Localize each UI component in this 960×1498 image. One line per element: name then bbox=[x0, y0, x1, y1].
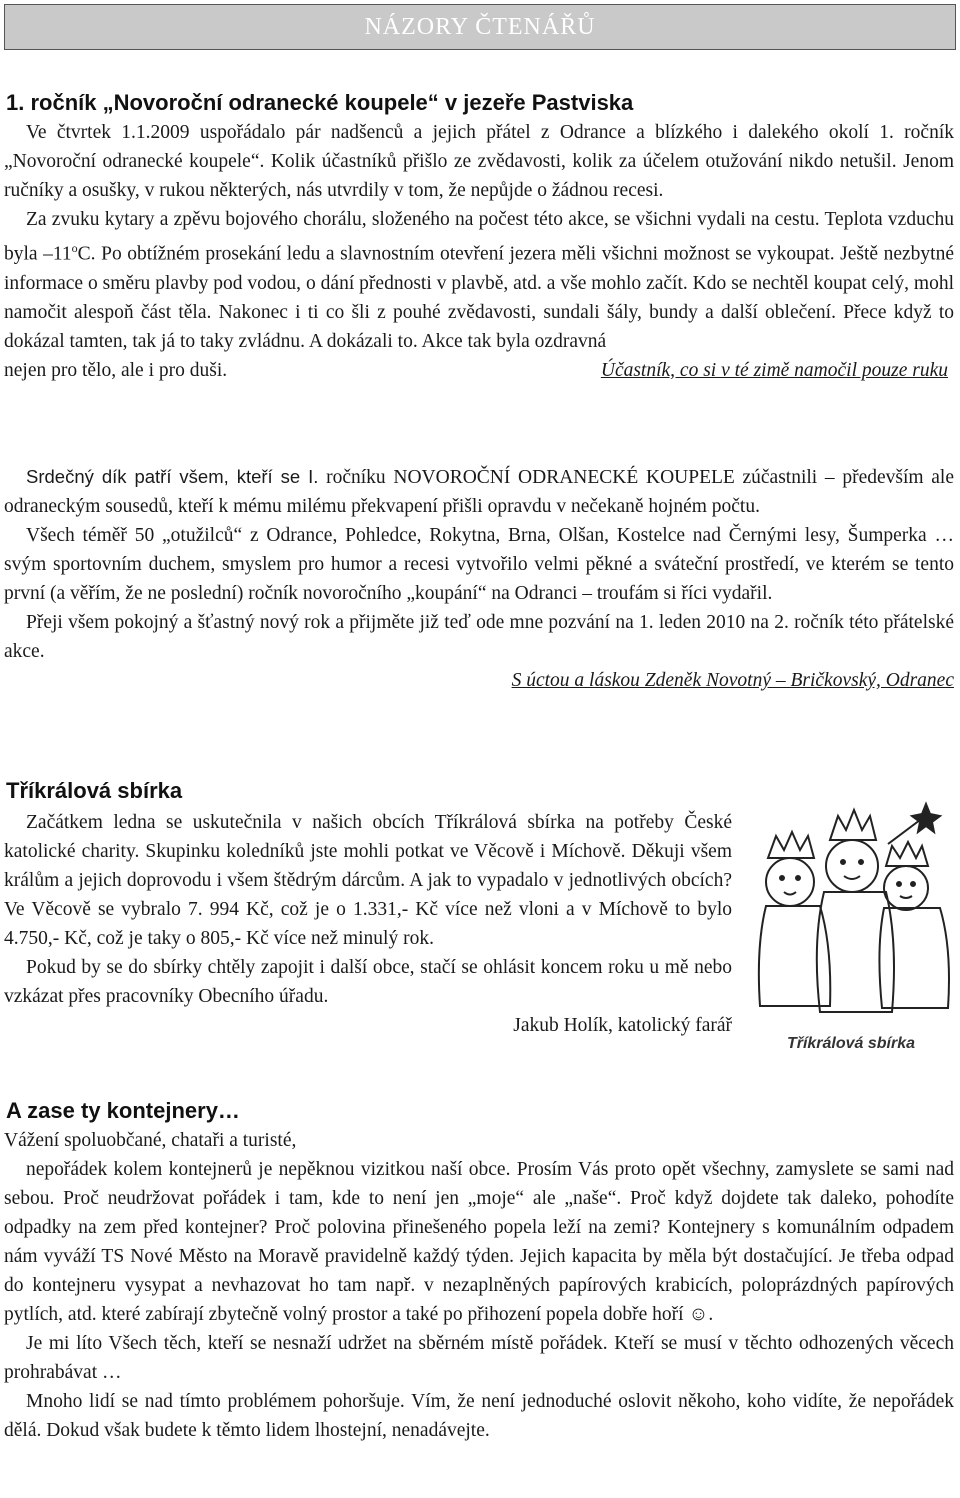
caption-line bbox=[4, 356, 954, 385]
paragraph: nepořádek kolem kontejnerů je nepěknou vizitkou naší obce. Prosím Vás proto opět všechny, zamyslete se sami nad sebou. Proč neudržovat pořádek i tam, kde to není jen „moje“ ale „naše“. Proč když dojdete tak daleko, pohodíte odpadky na zem před kontejner? Proč polovina přinešeného popela leží na zemi? Kontejnery s komunálním odpadem nám vyváží TS Nové Město na Moravě pravidelně každý týden. Jejich kapacita by měla být dostačující. Je třeba odpad do kontejneru vysypat a nevhazovat ho tam např. v nezaplněných papírových krabicích, poloprázdných papírových pytlích, atd. které zabírají zbytečně volný prostor a také po přihození popela dobře hoří ☺. bbox=[4, 1159, 954, 1325]
paragraph: Mnoho lidí se nad tímto problémem pohoršuje. Vím, že není jednoduché oslovit někoho, koho vidíte, že nepořádek dělá. Dokud však budete k těmto lidem lhostejní, nenadávejte. bbox=[4, 1391, 954, 1441]
greeting: Vážení spoluobčané, chataři a turisté, bbox=[4, 1130, 297, 1151]
article-body-kontejnery bbox=[4, 1126, 954, 1445]
paragraph: Všech téměř 50 „otužilců“ z Odrance, Pohledce, Rokytna, Brna, Olšan, Kostelce nad Černými lesy, Šumperka … svým sportovním duchem, smyslem pro humor a recesi vytvořilo velmi pěkné a sváteční prostředí, ve kterém se tento první (a věřím, že ne poslední) ročník novoročního „koupání“ na Odranci – troufám si říci vydařil. bbox=[4, 525, 954, 604]
degree-sign: o bbox=[71, 241, 78, 255]
paragraph: Začátkem ledna se uskutečnila v našich obcích Tříkrálová sbírka na potřeby České katolické charity. Skupinku koledníků jste mohli potkat ve Věcově i Míchově. Děkuji všem králům a jejich doprovodu i všem štědrým dárcům. A jak to vypadalo v jednotlivých obcích? Ve Věcově se vybralo 7. 994 Kč, což je o 1.331,- Kč více než vloni a v Míchově to bylo 4.750,- Kč, což je taky o 805,- Kč více než minulý rok. bbox=[4, 812, 732, 949]
illustration-caption: Tříkrálová sbírka bbox=[786, 1035, 916, 1052]
paragraph: Je mi líto Všech těch, kteří se nesnaží udržet na sběrném místě pořádek. Kteří se musí v těchto odhozených věcech prohrabávat … bbox=[4, 1333, 954, 1383]
paragraph: Za zvuku kytary a zpěvu bojového chorálu, složeného na počest této akce, se všichni vydali na cestu. Teplota vzduchu byla –11$^o$C. Po obtížném prosekání ledu a slavnostním otevření jezera měli všichni možnost se vykoupat. Ještě nezbytné informace o směru plavby pod vodou, o dání přednosti v plavbě, atd. a vše mohlo začít. Kdo se nechtěl koupat celý, mohl namočit alespoň část těla. Nakonec i ti co šli z pouhé zvědavosti, sundali šály, bundy a další oblečení. Přece když to dokázal tamten, tak já to taky zvládnu. A dokázali to. Akce tak byla ozdravná bbox=[4, 209, 954, 352]
banner-title: NÁZORY ČTENÁŘŮ bbox=[364, 13, 596, 40]
face-icon bbox=[766, 858, 814, 906]
smiley-icon: ☺ bbox=[688, 1304, 709, 1325]
photo-caption: Účastník, co si v té zimě namočil pouze ruku bbox=[600, 359, 948, 381]
paragraph: Ve čtvrtek 1.1.2009 uspořádalo pár nadšenců a jejich přátel z Odrance a blízkého i dalekého okolí 1. ročník „Novoroční odranecké koupele“. Kolik účastníků přišlo ze zvědavosti, kolik za účelem otužování nikdo netušil. Jenom ručníky a osušky, v rukou některých, nás utvrdily v tom, že nepůjde o žádnou recesi. bbox=[4, 122, 954, 201]
article-body-trikralova bbox=[4, 808, 732, 1040]
article-body-koupele bbox=[4, 118, 954, 385]
article-heading-trikralova: Tříkrálová sbírka bbox=[6, 778, 183, 803]
article-thanks-koupele bbox=[4, 462, 954, 695]
crown-icon bbox=[886, 842, 928, 866]
thanks-paragraph: Srdečný dík patří všem, kteří se I. ročníku NOVOROČNÍ ODRANECKÉ KOUPELE zúčastnili – především ale odraneckým sousedů, kteří k mému milému překvapení přišli opravdu v nečekaně hojném počtu. bbox=[4, 466, 954, 517]
article-heading-kontejnery: A zase ty kontejnery… bbox=[6, 1098, 240, 1123]
signature: Jakub Holík, katolický farář bbox=[513, 1015, 732, 1036]
section-banner bbox=[4, 4, 956, 50]
article-heading-koupele: 1. ročník „Novoroční odranecké koupele“ v jezeře Pastviska bbox=[6, 90, 634, 115]
paragraph: Pokud by se do sbírky chtěly zapojit i další obce, stačí se ohlásit koncem roku u mě nebo vzkázat přes pracovníky Obecního úřadu. bbox=[4, 957, 732, 1007]
paragraph: Přeji všem pokojný a šťastný nový rok a přijměte již teď ode mne pozvání na 1. leden 2010 na 2. ročník této přátelské akce. bbox=[4, 612, 954, 662]
paragraph-end: nejen pro tělo, ale i pro duši. bbox=[4, 359, 228, 381]
crown-icon bbox=[768, 832, 814, 858]
star-icon bbox=[912, 804, 940, 832]
crown-icon bbox=[830, 810, 876, 840]
signature: S úctou a láskou Zdeněk Novotný – Bričkovský, Odranec bbox=[511, 670, 954, 691]
three-kings-illustration bbox=[748, 796, 954, 1060]
